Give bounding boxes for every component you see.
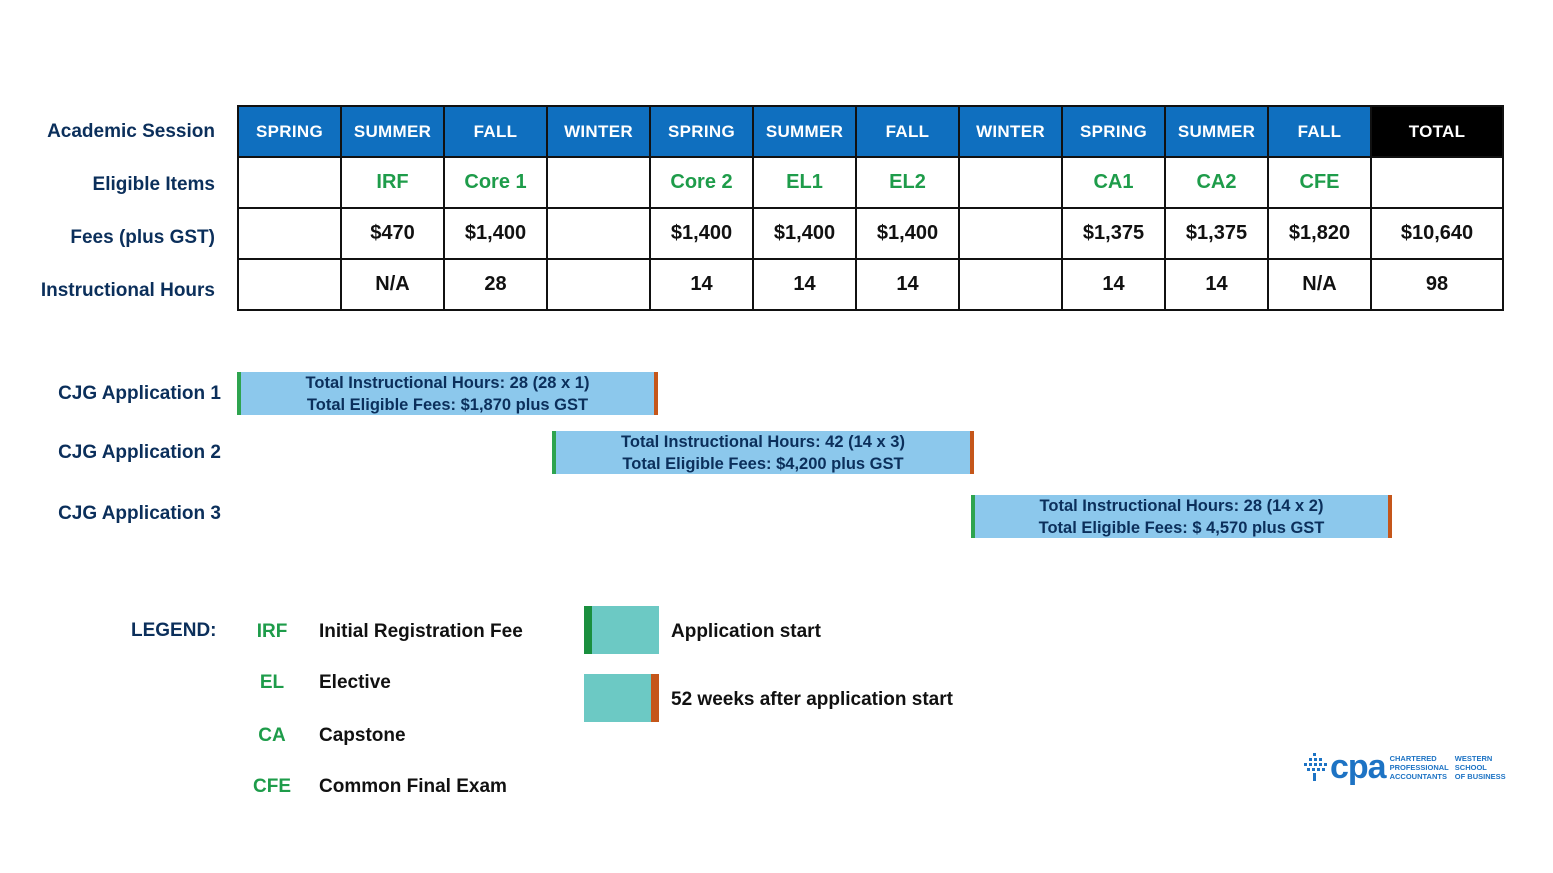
items-row — [238, 157, 1503, 208]
application-1-bar — [237, 372, 658, 415]
legend-swatch-end — [584, 674, 659, 722]
legend-swatch-start — [584, 606, 659, 654]
school-name — [1455, 754, 1506, 781]
fee-cell: $1,375 — [1165, 208, 1268, 259]
fee-cell-total: $10,640 — [1371, 208, 1503, 259]
legend-title: LEGEND: — [131, 620, 217, 641]
hours-cell: 14 — [1165, 259, 1268, 310]
item-cell: CA2 — [1165, 157, 1268, 208]
hours-cell-total: 98 — [1371, 259, 1503, 310]
fees-row — [238, 208, 1503, 259]
item-cell: CFE — [1268, 157, 1371, 208]
fee-cell: $1,375 — [1062, 208, 1165, 259]
hours-cell: 28 — [444, 259, 547, 310]
row-label-fees: Fees (plus GST) — [70, 227, 215, 248]
application-3-bar — [971, 495, 1392, 538]
session-cell: SUMMER — [753, 106, 856, 157]
legend-abbr-cfe: CFE — [253, 776, 291, 797]
session-cell: FALL — [1268, 106, 1371, 157]
application-2-label: CJG Application 2 — [58, 442, 221, 463]
application-3-fees: Total Eligible Fees: $ 4,570 plus GST — [1038, 518, 1325, 537]
session-cell-total: TOTAL — [1371, 106, 1503, 157]
item-cell — [1371, 157, 1503, 208]
legend-abbr-ca: CA — [258, 725, 286, 746]
application-2-hours: Total Instructional Hours: 42 (14 x 3) — [621, 432, 905, 451]
hours-cell — [547, 259, 650, 310]
application-3-hours: Total Instructional Hours: 28 (14 x 2) — [1039, 496, 1324, 515]
fee-cell — [547, 208, 650, 259]
maple-leaf-icon — [1300, 751, 1330, 785]
application-1-label: CJG Application 1 — [58, 383, 221, 404]
application-2-fees: Total Eligible Fees: $4,200 plus GST — [622, 454, 904, 473]
hours-cell: 14 — [650, 259, 753, 310]
fee-cell: $1,400 — [650, 208, 753, 259]
session-cell: SPRING — [650, 106, 753, 157]
cpa-tagline-line: ACCOUNTANTS — [1389, 772, 1447, 781]
item-cell — [547, 157, 650, 208]
cpa-tagline-line: PROFESSIONAL — [1389, 763, 1449, 772]
fee-cell — [959, 208, 1062, 259]
item-cell: EL1 — [753, 157, 856, 208]
fee-cell: $1,400 — [856, 208, 959, 259]
session-cell: FALL — [444, 106, 547, 157]
schedule-table — [237, 105, 1504, 311]
cpa-tagline-line: CHARTERED — [1389, 754, 1437, 763]
fee-cell: $1,400 — [753, 208, 856, 259]
item-cell: Core 1 — [444, 157, 547, 208]
item-cell — [959, 157, 1062, 208]
session-cell: WINTER — [547, 106, 650, 157]
fee-cell — [238, 208, 341, 259]
legend-text-ca: Capstone — [319, 725, 406, 746]
cpa-wordmark: cpa — [1330, 748, 1386, 786]
fee-cell: $1,400 — [444, 208, 547, 259]
item-cell: EL2 — [856, 157, 959, 208]
row-label-hours: Instructional Hours — [40, 280, 215, 301]
legend-start-text: Application start — [671, 621, 821, 642]
item-cell: Core 2 — [650, 157, 753, 208]
application-2-bar — [552, 431, 974, 474]
session-cell: WINTER — [959, 106, 1062, 157]
legend-abbr-el: EL — [259, 672, 285, 693]
legend-text-cfe: Common Final Exam — [319, 776, 507, 797]
session-cell: SUMMER — [341, 106, 444, 157]
row-label-session: Academic Session — [47, 121, 215, 142]
session-cell: SPRING — [238, 106, 341, 157]
session-cell: FALL — [856, 106, 959, 157]
row-label-items: Eligible Items — [92, 174, 215, 195]
school-name-line: OF BUSINESS — [1454, 772, 1506, 781]
legend-abbr-irf: IRF — [256, 621, 288, 642]
hours-cell: 14 — [753, 259, 856, 310]
cpa-tagline — [1390, 754, 1449, 781]
fee-cell: $1,820 — [1268, 208, 1371, 259]
session-cell: SPRING — [1062, 106, 1165, 157]
school-name-line: SCHOOL — [1454, 763, 1487, 772]
hours-cell: N/A — [1268, 259, 1371, 310]
hours-cell: 14 — [1062, 259, 1165, 310]
application-3-label: CJG Application 3 — [58, 503, 221, 524]
item-cell — [238, 157, 341, 208]
hours-cell: N/A — [341, 259, 444, 310]
legend-text-irf: Initial Registration Fee — [319, 621, 523, 642]
legend-text-el: Elective — [319, 672, 391, 693]
item-cell: IRF — [341, 157, 444, 208]
cpa-logo — [1300, 748, 1506, 787]
hours-row — [238, 259, 1503, 310]
hours-cell: 14 — [856, 259, 959, 310]
fee-cell: $470 — [341, 208, 444, 259]
session-cell: SUMMER — [1165, 106, 1268, 157]
application-1-hours: Total Instructional Hours: 28 (28 x 1) — [305, 373, 590, 392]
hours-cell — [238, 259, 341, 310]
school-name-line: WESTERN — [1454, 754, 1493, 763]
item-cell: CA1 — [1062, 157, 1165, 208]
legend-end-text: 52 weeks after application start — [671, 689, 953, 710]
application-1-fees: Total Eligible Fees: $1,870 plus GST — [306, 395, 589, 414]
hours-cell — [959, 259, 1062, 310]
session-row — [238, 106, 1503, 157]
